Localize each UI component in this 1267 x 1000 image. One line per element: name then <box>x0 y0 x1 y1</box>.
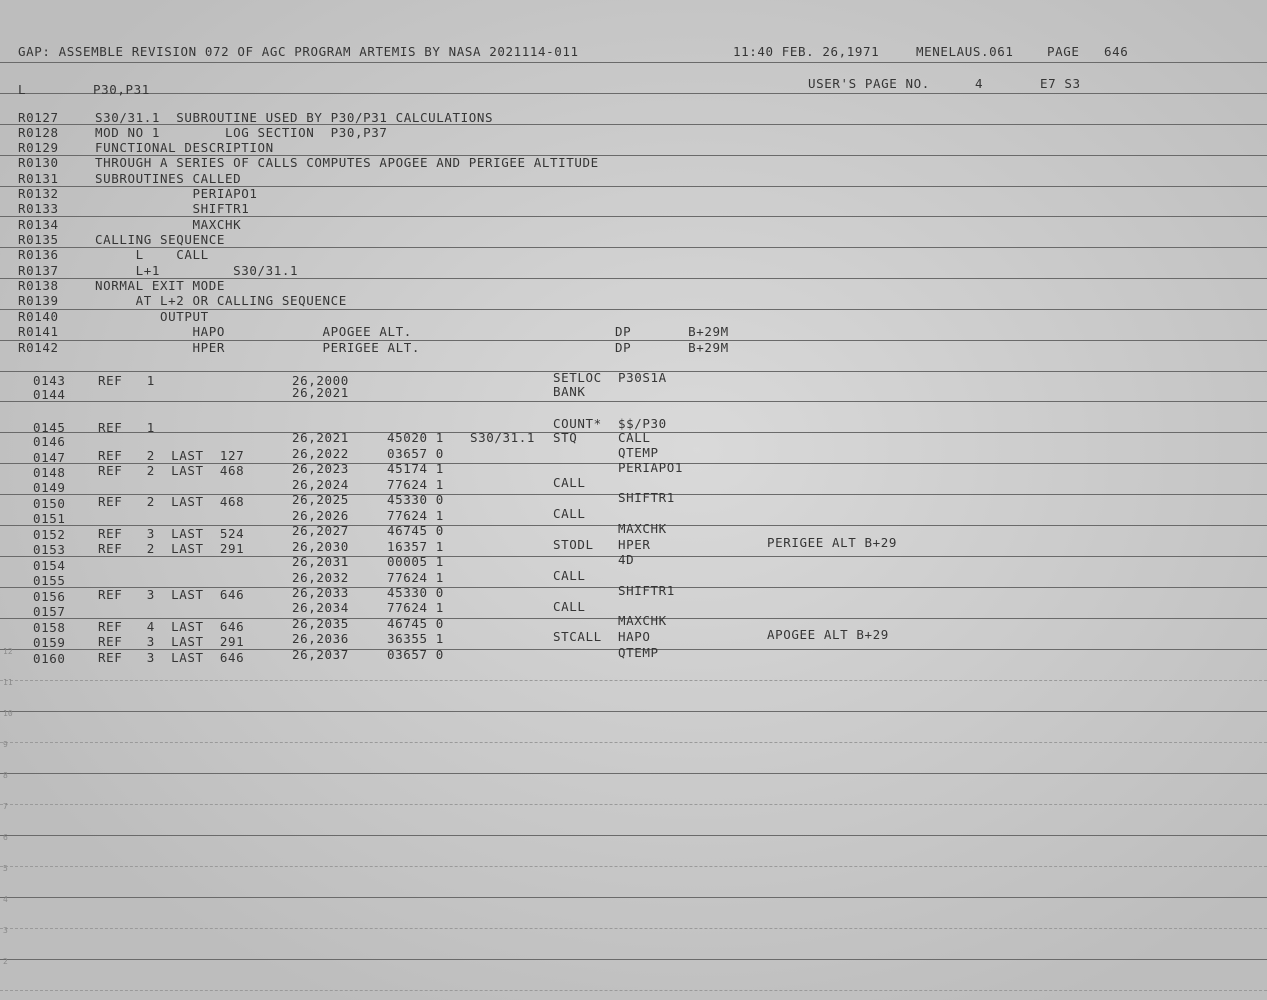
line-number: 0146 <box>33 434 66 449</box>
octal-word: 46745 0 <box>387 616 444 631</box>
line-number: 0148 <box>33 465 66 480</box>
remark-number: R0128 <box>18 125 59 140</box>
remark-text: S30/31.1 SUBROUTINE USED BY P30/P31 CALCULATIONS <box>95 110 494 125</box>
address: 26,2030 <box>292 539 349 554</box>
remark-text: PERIAPO1 <box>95 186 258 201</box>
operand: QTEMP <box>618 645 659 660</box>
remark-text: SHIFTR1 <box>95 201 250 216</box>
remark-number: R0139 <box>18 293 59 308</box>
remark-text: AT L+2 OR CALLING SEQUENCE <box>95 293 347 308</box>
line-number: 0145 <box>33 420 66 435</box>
ref-info: REF 4 LAST 646 <box>98 619 245 634</box>
rule-line <box>0 62 1267 63</box>
opcode: CALL <box>553 475 586 490</box>
address: 26,2034 <box>292 600 349 615</box>
address: 26,2026 <box>292 508 349 523</box>
comment: APOGEE ALT B+29 <box>767 627 889 642</box>
address: 26,2025 <box>292 492 349 507</box>
section-name: P30,P31 <box>93 82 150 97</box>
users-page-label: USER'S PAGE NO. <box>808 76 930 91</box>
margin-mark: 11 <box>3 678 13 687</box>
margin-mark: 2 <box>3 957 8 966</box>
operand: MAXCHK <box>618 613 667 628</box>
ref-info: REF 3 LAST 291 <box>98 634 245 649</box>
ref-info: REF 2 LAST 291 <box>98 541 245 556</box>
remark-text: L+1 S30/31.1 <box>95 263 299 278</box>
line-number: 0154 <box>33 558 66 573</box>
remark-number: R0131 <box>18 171 59 186</box>
opcode: BANK <box>553 384 586 399</box>
line-number: 0144 <box>33 387 66 402</box>
remark-number: R0141 <box>18 324 59 339</box>
page-title: GAP: ASSEMBLE REVISION 072 OF AGC PROGRAM ARTEMIS BY NASA 2021114-011 <box>18 44 579 59</box>
line-number: 0156 <box>33 589 66 604</box>
line-number: 0149 <box>33 480 66 495</box>
ref-info: REF 1 <box>98 373 155 388</box>
octal-word: 46745 0 <box>387 523 444 538</box>
opcode: STQ <box>553 430 578 445</box>
users-page-number: 4 <box>975 76 984 91</box>
ref-info: REF 3 LAST 646 <box>98 587 245 602</box>
line-number: 0143 <box>33 373 66 388</box>
opcode: CALL <box>553 568 586 583</box>
label: S30/31.1 <box>470 430 536 445</box>
ref-info: REF 3 LAST 646 <box>98 650 245 665</box>
octal-word: 36355 1 <box>387 631 444 646</box>
address: 26,2021 <box>292 385 349 400</box>
line-number: 0157 <box>33 604 66 619</box>
remark-number: R0136 <box>18 247 59 262</box>
rule-line <box>0 742 1267 743</box>
section-code: E7 S3 <box>1040 76 1081 91</box>
opcode: CALL <box>553 599 586 614</box>
remark-number: R0132 <box>18 186 59 201</box>
rule-line <box>0 835 1267 836</box>
remark-text: OUTPUT <box>95 309 209 324</box>
rule-line <box>0 680 1267 681</box>
ref-info: REF 2 LAST 468 <box>98 463 245 478</box>
margin-mark: 8 <box>3 771 8 780</box>
operand: QTEMP <box>618 445 659 460</box>
rule-line <box>0 866 1267 867</box>
address: 26,2037 <box>292 647 349 662</box>
opcode: CALL <box>553 506 586 521</box>
ref-info: REF 1 <box>98 420 155 435</box>
operand: HPER <box>618 537 651 552</box>
rule-line <box>0 804 1267 805</box>
print-timestamp: 11:40 FEB. 26,1971 <box>733 44 880 59</box>
operand: HAPO <box>618 629 651 644</box>
remark-text: MOD NO 1 LOG SECTION P30,P37 <box>95 125 388 140</box>
margin-mark: 7 <box>3 802 8 811</box>
address: 26,2036 <box>292 631 349 646</box>
octal-word: 45330 0 <box>387 585 444 600</box>
octal-word: 03657 0 <box>387 446 444 461</box>
margin-mark: 6 <box>3 833 8 842</box>
margin-mark: 3 <box>3 926 8 935</box>
margin-mark: 10 <box>3 709 13 718</box>
rule-line <box>0 928 1267 929</box>
address: 26,2022 <box>292 446 349 461</box>
address: 26,2023 <box>292 461 349 476</box>
rule-line <box>0 711 1267 712</box>
line-number: 0150 <box>33 496 66 511</box>
octal-word: 03657 0 <box>387 647 444 662</box>
line-number: 0158 <box>33 620 66 635</box>
remark-number: R0129 <box>18 140 59 155</box>
octal-word: 77624 1 <box>387 477 444 492</box>
remark-text: HAPO APOGEE ALT. DP B+29M <box>95 324 729 339</box>
address: 26,2024 <box>292 477 349 492</box>
margin-mark: 12 <box>3 647 13 656</box>
page-label: PAGE <box>1047 44 1080 59</box>
margin-mark: 4 <box>3 895 8 904</box>
remark-text: FUNCTIONAL DESCRIPTION <box>95 140 274 155</box>
address: 26,2000 <box>292 373 349 388</box>
rule-line <box>0 93 1267 94</box>
remark-number: R0140 <box>18 309 59 324</box>
ref-info: REF 3 LAST 524 <box>98 526 245 541</box>
remark-text: HPER PERIGEE ALT. DP B+29M <box>95 340 729 355</box>
operand: SHIFTR1 <box>618 490 675 505</box>
rule-line <box>0 990 1267 991</box>
line-number: 0155 <box>33 573 66 588</box>
operand: $$/P30 <box>618 416 667 431</box>
line-number: 0151 <box>33 511 66 526</box>
address: 26,2031 <box>292 554 349 569</box>
remark-number: R0130 <box>18 155 59 170</box>
remark-text: THROUGH A SERIES OF CALLS COMPUTES APOGEE AND PERIGEE ALTITUDE <box>95 155 599 170</box>
octal-word: 45174 1 <box>387 461 444 476</box>
address: 26,2033 <box>292 585 349 600</box>
remark-text: NORMAL EXIT MODE <box>95 278 226 293</box>
remark-number: R0138 <box>18 278 59 293</box>
remark-number: R0127 <box>18 110 59 125</box>
remark-number: R0133 <box>18 201 59 216</box>
remark-number: R0142 <box>18 340 59 355</box>
rule-line <box>0 401 1267 402</box>
page-number: 646 <box>1104 44 1129 59</box>
remark-text: L CALL <box>95 247 209 262</box>
address: 26,2032 <box>292 570 349 585</box>
octal-word: 16357 1 <box>387 539 444 554</box>
comment: PERIGEE ALT B+29 <box>767 535 898 550</box>
remark-number: R0134 <box>18 217 59 232</box>
remark-number: R0137 <box>18 263 59 278</box>
ref-info: REF 2 LAST 468 <box>98 494 245 509</box>
operand: P30S1A <box>618 370 667 385</box>
margin-mark: 5 <box>3 864 8 873</box>
remark-text: SUBROUTINES CALLED <box>95 171 242 186</box>
opcode: STCALL <box>553 629 602 644</box>
rule-line <box>0 897 1267 898</box>
opcode: COUNT* <box>553 416 602 431</box>
octal-word: 77624 1 <box>387 600 444 615</box>
octal-word: 45330 0 <box>387 492 444 507</box>
address: 26,2027 <box>292 523 349 538</box>
octal-word: 45020 1 <box>387 430 444 445</box>
line-number: 0159 <box>33 635 66 650</box>
operand: MAXCHK <box>618 521 667 536</box>
octal-word: 77624 1 <box>387 508 444 523</box>
line-number: 0152 <box>33 527 66 542</box>
line-number: 0147 <box>33 450 66 465</box>
opcode: SETLOC <box>553 370 602 385</box>
address: 26,2021 <box>292 430 349 445</box>
rule-line <box>0 773 1267 774</box>
remark-text: MAXCHK <box>95 217 242 232</box>
operand: CALL <box>618 430 651 445</box>
line-number: 0160 <box>33 651 66 666</box>
line-number: 0153 <box>33 542 66 557</box>
address: 26,2035 <box>292 616 349 631</box>
operand: 4D <box>618 552 635 567</box>
octal-word: 00005 1 <box>387 554 444 569</box>
author: MENELAUS.061 <box>916 44 1014 59</box>
octal-word: 77624 1 <box>387 570 444 585</box>
ref-info: REF 2 LAST 127 <box>98 448 245 463</box>
margin-mark: 9 <box>3 740 8 749</box>
column-l-label: L <box>18 82 27 97</box>
rule-line <box>0 959 1267 960</box>
operand: SHIFTR1 <box>618 583 675 598</box>
opcode: STODL <box>553 537 594 552</box>
operand: PERIAPO1 <box>618 460 684 475</box>
remark-number: R0135 <box>18 232 59 247</box>
remark-text: CALLING SEQUENCE <box>95 232 226 247</box>
